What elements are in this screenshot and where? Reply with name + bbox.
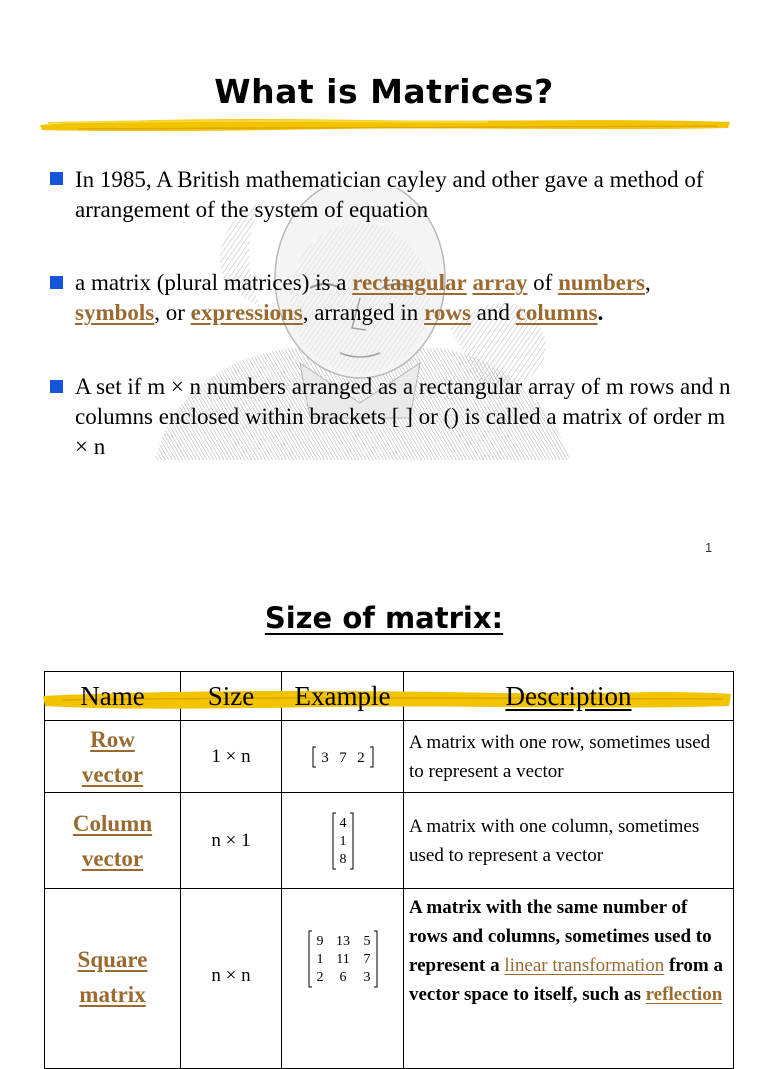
bullet-icon (50, 276, 63, 289)
link-numbers[interactable]: numbers (558, 270, 645, 295)
example-cell (282, 793, 404, 889)
link-linear-transformation[interactable]: linear transformation (504, 955, 665, 976)
text: a matrix (plural matrices) is a (75, 270, 353, 295)
bullet-matrix-definition (75, 268, 735, 328)
matrix-entry: 1 (316, 952, 323, 967)
matrix-entry: 2 (316, 970, 323, 985)
matrix-entry: 2 (356, 749, 365, 766)
matrix-entry: 9 (316, 934, 323, 949)
column-vector-matrix (331, 811, 355, 871)
yellow-brush-stroke (38, 113, 733, 135)
text: vector (81, 845, 144, 871)
link-expressions[interactable]: expressions (190, 300, 303, 325)
matrix-entry: 13 (335, 934, 350, 949)
header-size (181, 672, 282, 721)
matrix-entry: 3 (320, 749, 329, 766)
bullet-icon (50, 172, 63, 185)
name-cell (45, 793, 181, 889)
link-reflection[interactable]: reflection (645, 984, 723, 1005)
description-cell: A matrix with one row, sometimes used to represent a vector (404, 721, 734, 793)
matrix-entry: 7 (363, 952, 370, 967)
header-label: Name (80, 680, 145, 711)
matrix-entry: 3 (363, 970, 370, 985)
text: vector (81, 761, 144, 787)
text: , or (154, 300, 191, 325)
link-row-vector[interactable] (82, 727, 143, 787)
example-cell (282, 721, 404, 793)
matrix-entry: 6 (339, 970, 346, 985)
link-rectangular[interactable]: rectangular (352, 270, 467, 295)
slide-title: What is Matrices? (214, 72, 554, 111)
table-row (45, 793, 734, 889)
header-example (282, 672, 404, 721)
link-columns[interactable]: columns (515, 300, 598, 325)
link-square-matrix[interactable] (78, 947, 148, 1007)
link-symbols[interactable]: symbols (75, 300, 155, 325)
name-cell (45, 889, 181, 1069)
header-label: Size (207, 680, 255, 711)
text: Row (90, 726, 135, 752)
bullet-icon (50, 380, 63, 393)
text: matrix (79, 982, 146, 1007)
header-label: Description (505, 680, 632, 711)
square-matrix (307, 929, 379, 989)
link-array[interactable]: array (472, 270, 528, 295)
text: , arranged in (302, 300, 425, 325)
example-cell (282, 889, 404, 1069)
matrix-entry: 7 (338, 749, 347, 766)
slide-title: Size of matrix: (264, 601, 504, 635)
name-cell (45, 721, 181, 793)
description-cell: A matrix with one column, sometimes used to represent a vector (404, 793, 734, 889)
size-cell: 1 × n (181, 721, 282, 793)
header-label: Example (294, 680, 391, 711)
header-description (404, 672, 734, 721)
link-column-vector[interactable] (73, 811, 152, 871)
matrix-entry: 8 (339, 851, 346, 867)
text: A matrix with the same number of rows and columns, sometimes used to represent a (409, 897, 712, 976)
matrix-entry: 4 (339, 815, 346, 831)
table-header-row (45, 672, 734, 721)
header-name (45, 672, 181, 721)
table-row (45, 721, 734, 793)
bullet-cayley-history: In 1985, A British mathematician cayley and other gave a method of arrangement of the system of equation (75, 167, 704, 222)
text: and (470, 300, 516, 325)
matrix-entry: 5 (363, 934, 370, 949)
matrix-entry: 1 (339, 833, 346, 849)
row-vector-matrix (310, 744, 376, 770)
matrix-size-table (44, 671, 734, 1069)
page-number: 1 (705, 540, 713, 555)
text: Column (72, 810, 153, 836)
size-cell: n × 1 (181, 793, 282, 889)
bullet-matrix-order: A set if m × n numbers arranged as a rectangular array of m rows and n columns enclosed within brackets [ ] or () is called a matrix of order m × n (75, 374, 731, 459)
size-cell: n × n (181, 889, 282, 1069)
text: , (644, 270, 651, 295)
description-cell (404, 889, 734, 1069)
text: . (597, 300, 604, 325)
matrix-entry: 11 (335, 952, 350, 967)
text: of (527, 270, 559, 295)
text: Square (77, 947, 148, 972)
table-row (45, 889, 734, 1069)
text: from a vector space to itself, such as (409, 955, 723, 1005)
link-rows[interactable]: rows (424, 300, 471, 325)
